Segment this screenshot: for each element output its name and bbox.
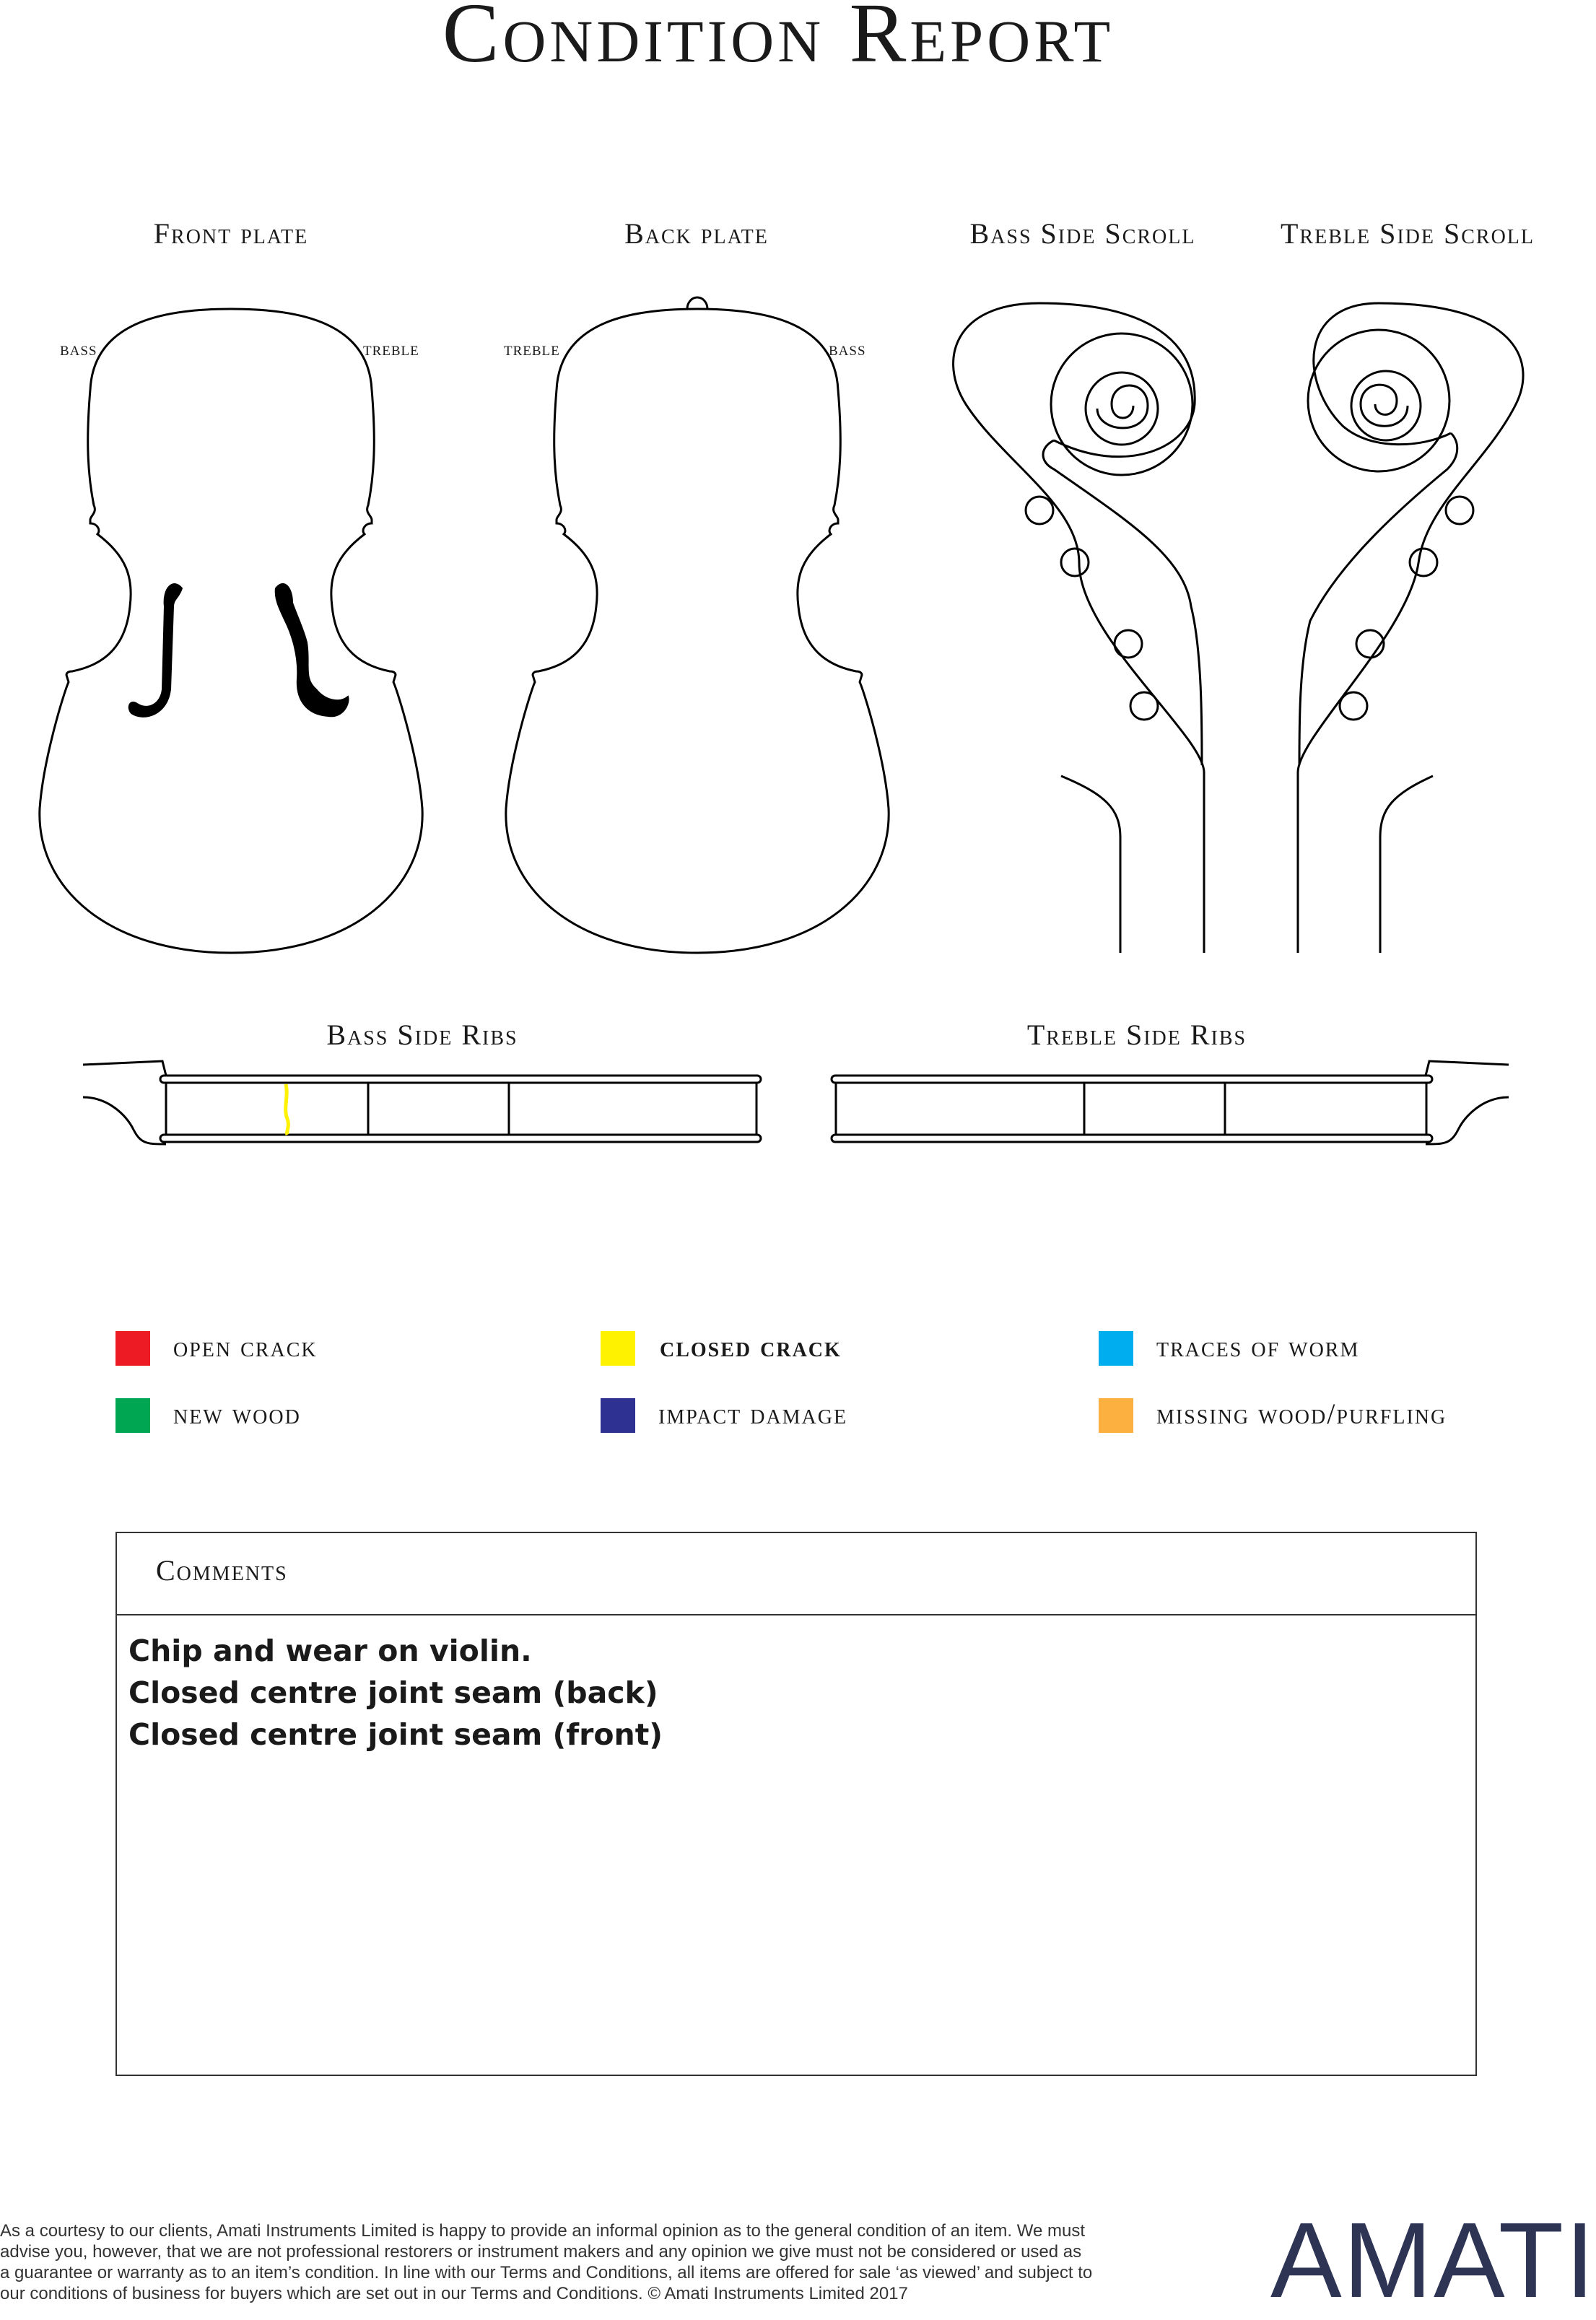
comment-line: Closed centre joint seam (front) [128,1717,663,1752]
front-plate-bass-side-label: bass [60,338,97,359]
legend-label-open-crack: open crack [173,1330,318,1363]
comments-header [117,1533,1475,1615]
disclaimer-line: our conditions of business for buyers which are set out in our Terms and Conditions. © Amati Instruments Limited 2017 [0,2284,908,2303]
comments-box [115,1532,1477,2076]
treble-side-ribs-label: Treble Side Ribs [1026,1019,1247,1051]
front-plate-treble-side-label: treble [363,338,419,359]
back-plate-button [687,297,707,309]
comments-body [128,1630,663,1756]
legend-label-missing-wood-purfling: missing wood/purfling [1156,1397,1447,1430]
page-title: Condition Report [442,0,1115,80]
disclaimer-line: a guarantee or warranty as to an item’s condition. In line with our Terms and Conditions, all items are offered for sale ‘as viewed’ and subject to [0,2263,1093,2282]
legend-label-traces-of-worm: traces of worm [1156,1330,1360,1363]
treble-side-ribs-drawing [832,1061,1509,1144]
disclaimer-line: advise you, however, that we are not professional restorers or instrument makers and any opinion we give must not be considered or used as [0,2242,1082,2262]
treble-side-scroll-label: Treble Side Scroll [1280,217,1535,250]
back-plate-treble-side-label: treble [504,338,560,359]
legend-label-new-wood: new wood [173,1397,301,1430]
bass-side-ribs-label: Bass Side Ribs [326,1019,518,1051]
comment-line: Closed centre joint seam (back) [128,1675,658,1710]
legend-swatch-missing-wood-purfling [1099,1398,1133,1433]
bass-side-scroll-drawing [954,303,1204,953]
front-plate-label: Front plate [153,217,309,250]
front-plate-left-f-hole [129,584,182,717]
footer-disclaimer [0,2220,1155,2304]
legend-label-impact-damage: impact damage [658,1397,848,1430]
bass-side-scroll-label: Bass Side Scroll [969,217,1196,250]
comment-line: Chip and wear on violin. [128,1634,532,1668]
front-plate-outline [40,309,422,953]
legend-swatch-traces-of-worm [1099,1331,1133,1366]
amati-logo: AMATI [1270,2201,1596,2320]
back-plate-bass-side-label: bass [829,338,866,359]
legend-swatch-open-crack [115,1331,150,1366]
front-plate-right-f-hole [276,584,349,716]
legend-swatch-new-wood [115,1398,150,1433]
legend-label-closed-crack: closed crack [660,1330,842,1363]
closed-crack-marking [286,1084,289,1135]
bass-side-ribs-drawing [83,1061,761,1144]
back-plate-label: Back plate [624,217,769,250]
treble-side-scroll-drawing [1298,303,1523,953]
back-plate-outline [506,309,889,953]
disclaimer-line: As a courtesy to our clients, Amati Instruments Limited is happy to provide an informal opinion as to the general condition of an item. We must [0,2221,1085,2241]
comments-title: Comments [156,1554,288,1587]
legend-swatch-closed-crack [601,1331,635,1366]
legend-swatch-impact-damage [601,1398,635,1433]
